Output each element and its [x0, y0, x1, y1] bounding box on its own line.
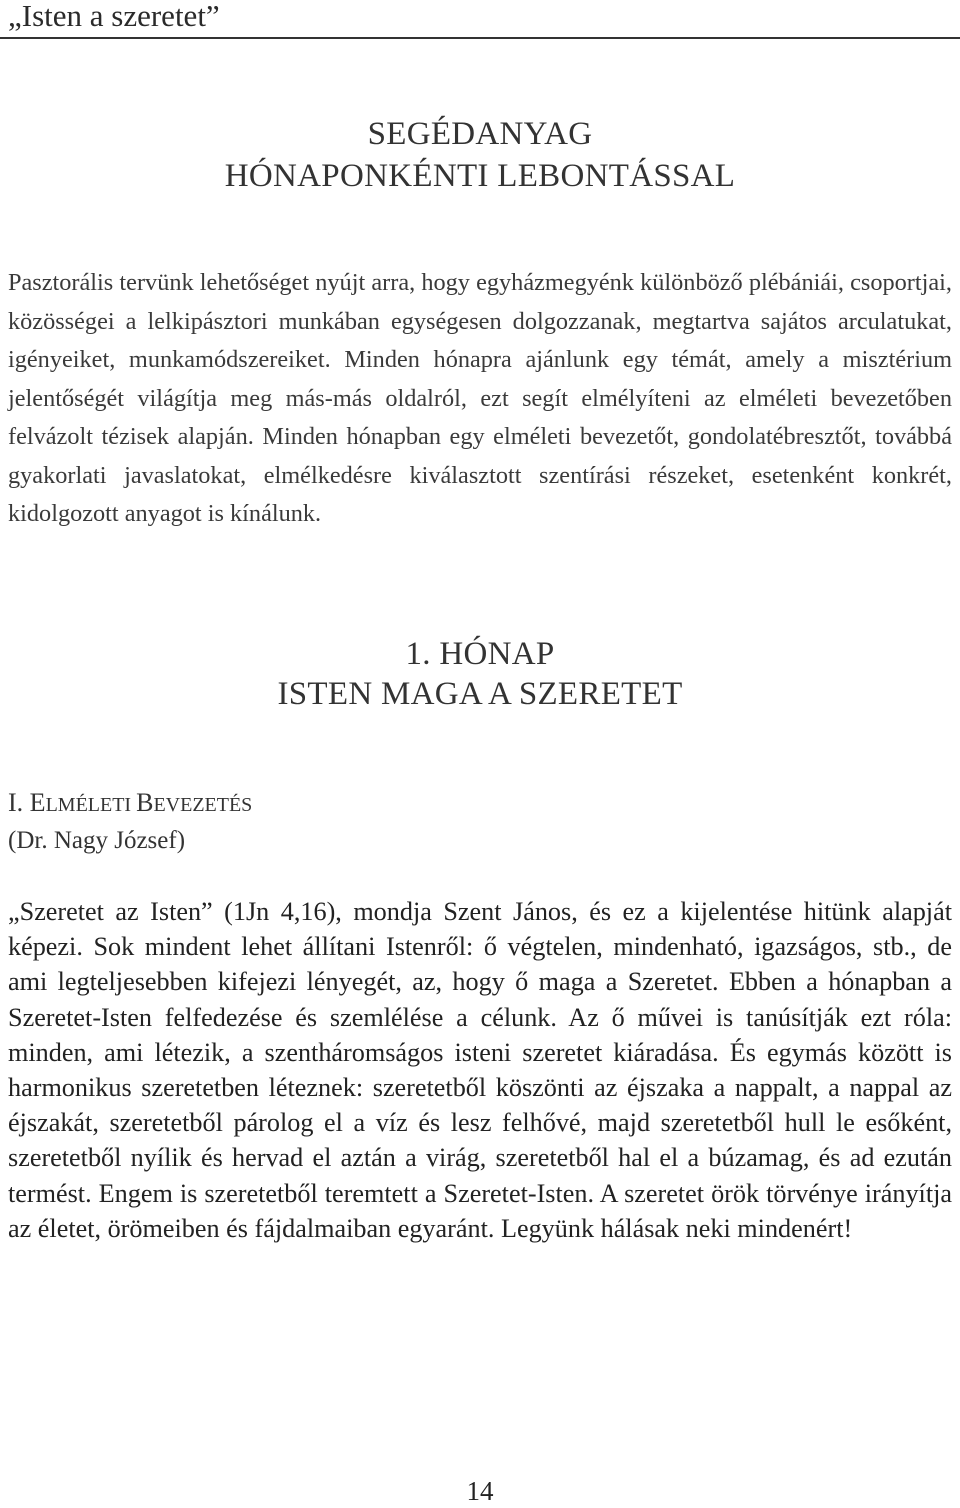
- month-number: 1. HÓNAP: [405, 636, 555, 672]
- section-heading-initial-2: B: [136, 788, 154, 817]
- running-header: „Isten a szeretet”: [8, 0, 220, 33]
- section-numeral: I.: [8, 788, 30, 817]
- intro-paragraph: Pasztorális tervünk lehetőséget nyújt arra, hogy egyházmegyénk különböző plébániái, csoportjai, közösségei a lelkipásztori munkában egységesen dolgozzanak, megtartva sajátos arculatukat, igényeiket, munkamódszereiket. Minden hónapra ajánlunk egy témát, amely a misztérium jelentőségét világítja meg más-más oldalról, ezt segít elmélyíteni az elméleti bevezetőben felvázolt tézisek alapján. Minden hónapban egy elméleti bevezetőt, gondolatébresztőt, továbbá gyakorlati javaslatokat, elmélkedésre kiválasztott szentírási részeket, esetenként konkrét, kidolgozott anyagot is kínálunk.: [8, 269, 952, 527]
- section-heading-rest-1: LMÉLETI: [45, 794, 137, 816]
- page-number: 14: [466, 1476, 494, 1506]
- section-heading-rest-2: EVEZETÉS: [153, 794, 253, 816]
- header-rule: [0, 37, 960, 39]
- section-heading: [8, 786, 252, 822]
- section-heading-initial-1: E: [29, 788, 46, 817]
- body-paragraph: „Szeretet az Isten” (1Jn 4,16), mondja Szent János, és ez a kijelentése hitünk alapját képezi. Sok mindent lehet állítani Istenről: ő végtelen, mindenható, igazságos, stb., de ami legteljesebben kifejezi lényegét, az, hogy ő maga a Szeretet. Ebben a hónapban a Szeretet-Isten felfedezése és szemlélése a célunk. Az ő művei is tanúsítják ezt róla: minden, ami létezik, a szentháromságos isteni szeretet kiáradása. És egymás között is harmonikus szeretetben léteznek: szeretetből köszönti az éjszaka a nappalt, a nappal az éjszakát, szeretetből párolog el a víz és lesz felhővé, majd szeretetből hull le esőként, szeretetből nyílik és hervad el aztán a virág, szeretetből hal el a búzamag, és ad ezután termést. Engem is szeretetből teremtett a Szeretet-Isten. A szeretet örök törvénye irányítja az életet, örömeiben és fájdalmaiban egyaránt. Legyünk hálásak neki mindenért!: [8, 897, 952, 1243]
- supplement-title-line1: SEGÉDANYAG: [367, 116, 593, 152]
- month-theme: ISTEN MAGA A SZERETET: [277, 676, 683, 712]
- section-author: (Dr. Nagy József): [8, 827, 186, 854]
- supplement-title-line2: HÓNAPONKÉNTI LEBONTÁSSAL: [224, 158, 736, 194]
